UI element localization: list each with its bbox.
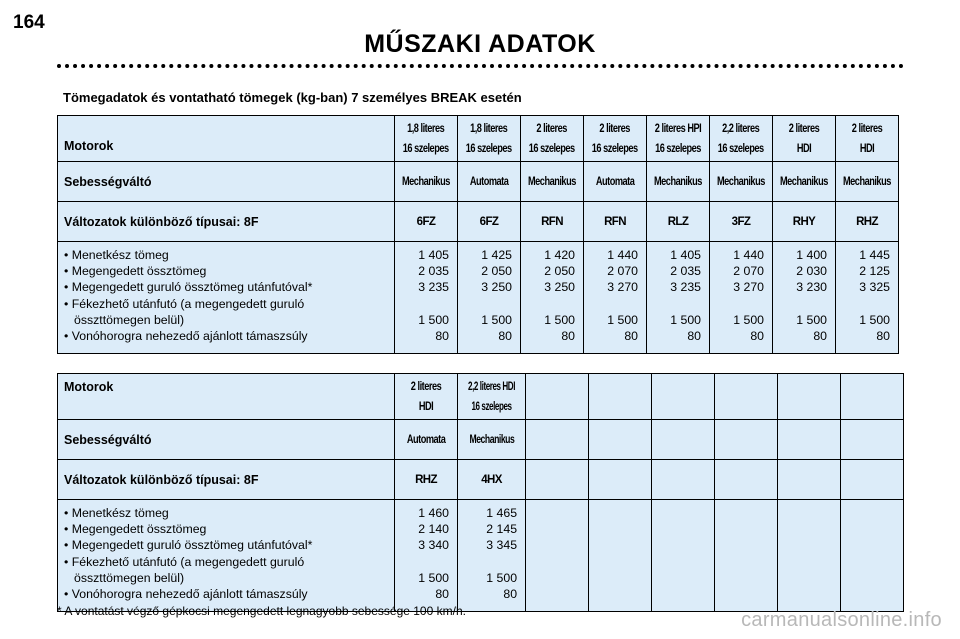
value-cell: 1 425 2 050 3 250 1 500 80 [458, 242, 521, 354]
value-cell: 1 465 2 145 3 345 1 500 80 [458, 500, 526, 612]
type-cell: 3FZ [710, 202, 773, 242]
empty-cell [715, 374, 778, 420]
empty-cell [526, 460, 589, 500]
empty-cell [778, 460, 841, 500]
empty-cell [652, 374, 715, 420]
empty-cell [652, 420, 715, 460]
item-labels [58, 500, 395, 612]
type-cell: 4HX [458, 460, 526, 500]
motorok-label: Motorok [58, 116, 395, 162]
type-cell: RHZ [836, 202, 899, 242]
gearbox-cell: Automata [458, 162, 521, 202]
gearbox-cell: Automata [584, 162, 647, 202]
engine-cell: 2 literes HPI 16 szelepes [647, 116, 710, 162]
item-label: • Megengedett guruló össztömeg utánfutóval* [64, 280, 313, 295]
engine-cell: 2,2 literes HDI 16 szelepes [458, 374, 526, 420]
item-label: összttömegen belül) [74, 312, 185, 327]
gearbox-cell: Mechanikus [836, 162, 899, 202]
empty-cell [526, 500, 589, 612]
dotted-divider [57, 64, 904, 68]
type-row [58, 202, 899, 242]
value-cell: 1 440 2 070 3 270 1 500 80 [584, 242, 647, 354]
engine-cell: 2,2 literes 16 szelepes [710, 116, 773, 162]
section-subtitle: Tömegadatok és vontatható tömegek (kg-ban) 7 személyes BREAK esetén [63, 90, 522, 105]
empty-cell [778, 374, 841, 420]
value-cell: 1 420 2 050 3 250 1 500 80 [521, 242, 584, 354]
gearbox-cell: Automata [395, 420, 458, 460]
empty-cell [526, 420, 589, 460]
item-label: • Vonóhorogra nehezedő ajánlott támaszsúly [64, 587, 308, 602]
item-label: összttömegen belül) [74, 570, 185, 585]
item-labels [58, 242, 395, 354]
empty-cell [778, 420, 841, 460]
footnote: * A vontatást végző gépkocsi megengedett legnagyobb sebessége 100 km/h. [57, 604, 466, 618]
empty-cell [652, 460, 715, 500]
value-cell: 1 405 2 035 3 235 1 500 80 [395, 242, 458, 354]
item-label: • Menetkész tömeg [64, 506, 169, 520]
empty-cell [841, 460, 904, 500]
empty-cell [589, 374, 652, 420]
empty-cell [715, 420, 778, 460]
empty-cell [841, 500, 904, 612]
type-cell: RFN [584, 202, 647, 242]
engine-cell: 2 literes HDI [773, 116, 836, 162]
type-cell: RHZ [395, 460, 458, 500]
engine-cell: 1,8 literes 16 szelepes [458, 116, 521, 162]
value-cell: 1 460 2 140 3 340 1 500 80 [395, 500, 458, 612]
type-row [58, 460, 904, 500]
value-cell: 1 405 2 035 3 235 1 500 80 [647, 242, 710, 354]
value-cell: 1 440 2 070 3 270 1 500 80 [710, 242, 773, 354]
motorok-label: Motorok [58, 374, 395, 420]
gearbox-cell: Mechanikus [647, 162, 710, 202]
sebessegvalto-label: Sebességváltó [58, 162, 395, 202]
gearbox-cell: Mechanikus [521, 162, 584, 202]
type-cell: RHY [773, 202, 836, 242]
type-cell: 6FZ [395, 202, 458, 242]
type-cell: RFN [521, 202, 584, 242]
empty-cell [841, 374, 904, 420]
value-cell: 1 400 2 030 3 230 1 500 80 [773, 242, 836, 354]
gearbox-cell: Mechanikus [773, 162, 836, 202]
engine-cell: 2 literes HDI [836, 116, 899, 162]
engine-cell: 1,8 literes 16 szelepes [395, 116, 458, 162]
type-cell: RLZ [647, 202, 710, 242]
empty-cell [589, 460, 652, 500]
page-title: MŰSZAKI ADATOK [364, 30, 596, 58]
empty-cell [715, 500, 778, 612]
empty-cell [652, 500, 715, 612]
empty-cell [589, 420, 652, 460]
sebessegvalto-label: Sebességváltó [58, 420, 395, 460]
gearbox-row [58, 162, 899, 202]
item-label: • Megengedett össztömeg [64, 264, 207, 279]
valtozatok-label: Változatok különböző típusai: 8F [58, 202, 395, 242]
valtozatok-label: Változatok különböző típusai: 8F [58, 460, 395, 500]
item-label: • Megengedett össztömeg [64, 522, 207, 537]
empty-cell [589, 500, 652, 612]
gearbox-cell: Mechanikus [710, 162, 773, 202]
gearbox-row [58, 420, 904, 460]
values-row [58, 500, 904, 612]
weights-table-2 [57, 373, 904, 612]
weights-table-1 [57, 115, 899, 354]
value-cell: 1 445 2 125 3 325 1 500 80 [836, 242, 899, 354]
page-number: 164 [13, 12, 45, 33]
empty-cell [715, 460, 778, 500]
gearbox-cell: Mechanikus [395, 162, 458, 202]
type-cell: 6FZ [458, 202, 521, 242]
item-label: • Megengedett guruló össztömeg utánfutóval* [64, 538, 313, 553]
engine-row [58, 374, 904, 420]
engine-cell: 2 literes HDI [395, 374, 458, 420]
empty-cell [841, 420, 904, 460]
gearbox-cell: Mechanikus [458, 420, 526, 460]
values-row [58, 242, 899, 354]
empty-cell [526, 374, 589, 420]
item-label: • Fékezhető utánfutó (a megengedett guruló [64, 296, 305, 311]
empty-cell [778, 500, 841, 612]
engine-row [58, 116, 899, 162]
engine-cell: 2 literes 16 szelepes [584, 116, 647, 162]
item-label: • Menetkész tömeg [64, 248, 169, 262]
item-label: • Fékezhető utánfutó (a megengedett guruló [64, 554, 305, 569]
item-label: • Vonóhorogra nehezedő ajánlott támaszsúly [64, 329, 308, 344]
watermark: carmanualsonline.info [741, 609, 942, 631]
engine-cell: 2 literes 16 szelepes [521, 116, 584, 162]
